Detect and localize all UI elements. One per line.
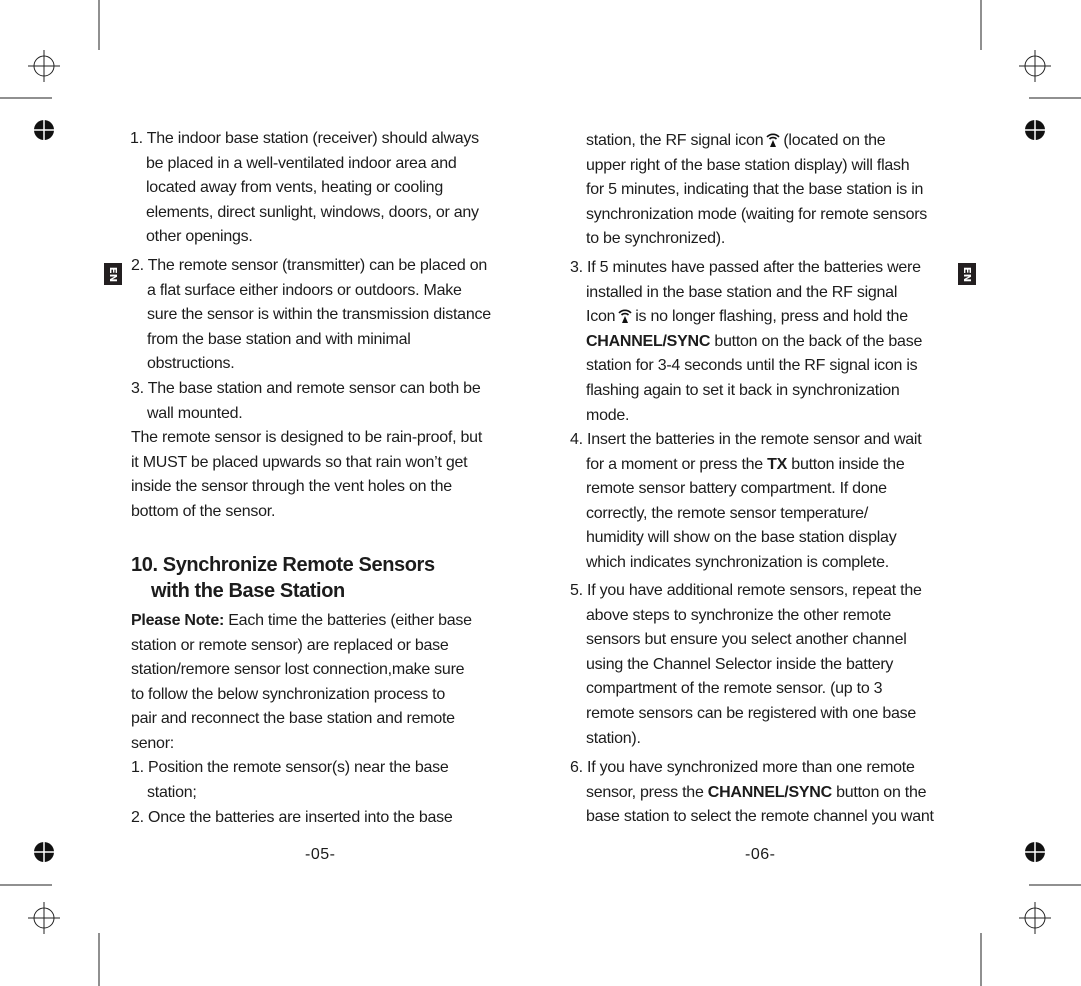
rf-signal-icon: [617, 307, 633, 323]
please-note-paragraph: Please Note: Each time the batteries (either base station or remote sensor) are replaced or base station/remore sensor lost connection,make sure to follow the below synchronization process to pair and reconnect the base station and remote senor:: [131, 612, 472, 752]
tx-button-label: TX: [767, 455, 788, 473]
sync-step-2: 2. Once the batteries are inserted into the base: [131, 809, 453, 826]
sync-step-1: 1. Position the remote sensor(s) near the base station;: [131, 759, 449, 801]
sync-step-4: 4. Insert the batteries in the remote sensor and wait for a moment or press the TX button inside the remote sensor battery compartment. If done correctly, the remote sensor temperature/ humidity will show on the base station display which indicates synchronization is complete.: [570, 431, 922, 571]
channel-sync-button-label: CHANNEL/SYNC: [586, 332, 711, 350]
rf-signal-icon: [765, 131, 781, 147]
install-list-item-1: 1. The indoor base station (receiver) should always be placed in a well-ventilated indoor area and located away from vents, heating or cooling elements, direct sunlight, windows, doors, or any other openings.: [130, 130, 479, 246]
install-list-item-2: 2. The remote sensor (transmitter) can be placed on a flat surface either indoors or outdoors. Make sure the sensor is within the transmission distance from the base station and with minimal obstructions.: [131, 257, 491, 373]
rain-proof-note: The remote sensor is designed to be rain-proof, but it MUST be placed upwards so that rain won’t get inside the sensor through the vent holes on the bottom of the sensor.: [131, 429, 483, 520]
sync-step-3: 3. If 5 minutes have passed after the batteries were installed in the base station and the RF signal Icon is no longer flashing, press and hold the CHANNEL/SYNC button on the back of the base station for 3-4 seconds until the RF signal icon is flashing again to set it back in synchronization mode.: [570, 259, 923, 424]
page-number-left: -05-: [305, 846, 336, 863]
install-list-item-3: 3. The base station and remote sensor can both be wall mounted.: [131, 380, 481, 422]
channel-sync-button-label: CHANNEL/SYNC: [707, 783, 832, 801]
sync-step-5: 5. If you have additional remote sensors, repeat the above steps to synchronize the other remote sensors but ensure you select another channel using the Channel Selector inside the battery compartment of the remote sensor. (up to 3 remote sensors can be registered with one base station).: [570, 582, 922, 747]
language-tab-left: EN: [104, 263, 122, 285]
sync-step-6: 6. If you have synchronized more than one remote sensor, press the CHANNEL/SYNC button on the base station to select the remote channel you want: [570, 759, 934, 826]
sync-step-2-continued: station, the RF signal icon (located on the upper right of the base station display) will flash for 5 minutes, indicating that the base station is in synchronization mode (waiting for remote sensors to be synchronized).: [586, 132, 928, 248]
please-note-label: Please Note:: [131, 612, 225, 629]
page-number-right: -06-: [745, 846, 776, 863]
section-heading: 10. Synchronize Remote Sensors with the Base Station: [131, 554, 435, 602]
language-tab-right: EN: [958, 263, 976, 285]
